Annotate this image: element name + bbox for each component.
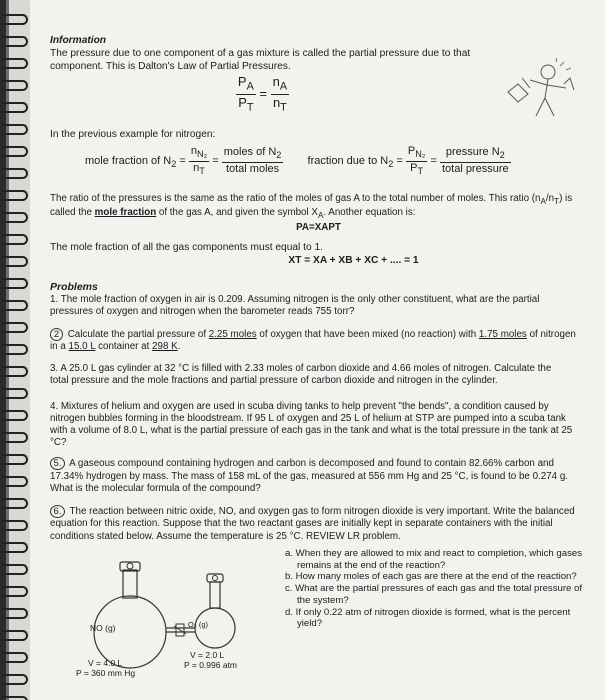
spiral-coil	[2, 58, 28, 69]
dalton-left-num: P	[237, 74, 247, 89]
p2-b3: .	[177, 340, 181, 352]
ratio-sub-a: A	[540, 196, 546, 206]
spiral-coil	[2, 344, 28, 355]
spiral-coil	[2, 146, 28, 157]
spiral-binding	[0, 0, 30, 700]
spiral-coil	[2, 14, 28, 25]
ratio-line2-sub: A	[317, 211, 324, 221]
p2-b2: container at	[95, 340, 153, 352]
frac4-num: pressure N	[445, 145, 500, 158]
frac1-den: n	[193, 161, 200, 174]
spiral-coil	[2, 234, 28, 245]
sum-equation: XT = XA + XB + XC + .... = 1	[288, 254, 419, 266]
spiral-coil	[2, 476, 28, 487]
problem-5-line-2: 17.34% hydrogen by mass. The mass of 158 mL of the gas, measured at 556 mm Hg and 25 °C, is found to be 0.274 g.	[50, 470, 569, 482]
left-flask-conditions	[76, 658, 135, 678]
p2-b1: in a	[50, 340, 69, 352]
spiral-coil	[2, 652, 28, 663]
frac3-num: P	[407, 145, 416, 157]
problem-4-line-1: 4. Mixtures of helium and oxygen are used in scuba diving tanks to help prevent "the bends", a condition caused by	[50, 400, 549, 412]
problem-6-line-3: conditions stated below. Assume the temperature is 25 °C. REVIEW LR problem.	[50, 530, 401, 542]
frac-n-ratio	[189, 145, 209, 177]
eq3: =	[396, 155, 403, 168]
spiral-coil	[2, 80, 28, 91]
subq-b: b. How many moles of each gas are there at the end of the reaction?	[285, 571, 577, 583]
mole-fraction-label-sub: 2	[171, 159, 177, 170]
mole-fraction-term: mole fraction	[94, 207, 157, 219]
frac-pressure-ratio	[440, 146, 511, 176]
spiral-coil	[2, 410, 28, 421]
spiral-coil	[2, 212, 28, 223]
left-flask-label: NO (g)	[90, 623, 116, 633]
spiral-coil	[2, 190, 28, 201]
subq-d-1: d. If only 0.22 atm of nitrogen dioxide is formed, what is the percent	[285, 606, 571, 618]
right-flask-conditions	[184, 650, 237, 670]
spiral-coil	[2, 278, 28, 289]
ratio-line2-pre: called the	[50, 207, 95, 219]
sum-section	[50, 242, 587, 268]
problem-6-line-1	[50, 505, 587, 518]
frac2-num-sub: 2	[276, 150, 282, 161]
frac1-num: n	[190, 145, 197, 157]
problem-4-line-4: °C?	[50, 437, 67, 449]
frac-p-ratio	[406, 145, 428, 177]
eq1: =	[179, 155, 186, 168]
right-flask-volume: V = 2.0 L	[190, 650, 225, 660]
scientist-sketch-icon	[500, 58, 580, 128]
pressure-fraction-label: fraction due to N	[307, 155, 389, 168]
p2-a1: Calculate the partial pressure of	[65, 328, 209, 340]
dalton-equation	[30, 74, 495, 115]
ratio-line2-post: of the gas A, and given the symbol X	[156, 207, 318, 219]
problem-5-line-1	[50, 457, 587, 470]
left-flask-volume: V = 4.0 L	[88, 658, 123, 668]
ratio-end: ) is	[559, 193, 573, 204]
ratio-line-1	[50, 193, 587, 207]
problem-6-circle: 6.	[50, 505, 65, 518]
spiral-coil	[2, 102, 28, 113]
problem-6-line-2: equation for this reaction. Suppose that the two reactant gases are initially kept in separate containers with the initial	[50, 518, 553, 530]
frac1-den-sub: T	[199, 165, 205, 176]
dalton-left-fraction	[236, 74, 256, 115]
subq-a-2: remains at the end of the reaction?	[297, 559, 446, 571]
p2-b-u1: 15.0 L	[68, 340, 96, 352]
problems-heading: Problems	[50, 281, 98, 293]
spiral-coil	[2, 674, 28, 685]
frac3-den-sub: T	[417, 165, 424, 176]
spiral-coil	[2, 36, 28, 47]
problem-4-line-2: nitrogen bubbles forming in the bloodstream. If 95 L of oxygen and 25 L of helium at STP are pumped into a scuba tank	[50, 412, 566, 424]
p5-a: A gaseous compound containing hydrogen and carbon is decomposed and found to contain 82.66% carbon and	[67, 458, 554, 470]
right-flask-pressure: P = 0.996 atm	[184, 660, 238, 671]
frac1-num-sub: N₂	[196, 149, 208, 160]
p2-a-u2: 1.75 moles	[478, 328, 527, 340]
subq-d-2: yield?	[297, 618, 323, 630]
nitrogen-example-row	[85, 145, 511, 177]
spiral-coil	[2, 630, 28, 641]
problem-6-subquestions	[285, 548, 605, 630]
frac3-num-sub: N₂	[415, 149, 426, 160]
ratio-line-1-text: The ratio of the pressures is the same as the ratio of the moles of gas A to the total number of moles. This ratio (n	[50, 193, 541, 204]
frac2-den: total moles	[225, 162, 280, 175]
dalton-right-den: n	[272, 95, 281, 111]
problem-2-line-1	[50, 328, 587, 341]
worksheet-page	[30, 0, 605, 700]
frac4-num-sub: 2	[499, 150, 505, 161]
spiral-coil	[2, 388, 28, 399]
p2-a3: of nitrogen	[526, 328, 576, 340]
spiral-coil	[2, 168, 28, 179]
sum-line: The mole fraction of all the gas components must equal to 1.	[50, 242, 323, 253]
spiral-coil	[2, 300, 28, 311]
info-heading: Information	[50, 35, 107, 46]
problems-section	[50, 281, 587, 543]
problem-2-circle: 2	[50, 328, 63, 341]
example-intro: In the previous example for nitrogen:	[50, 129, 216, 140]
spiral-coil	[2, 564, 28, 575]
frac-moles-ratio	[222, 146, 284, 176]
spiral-coil	[2, 586, 28, 597]
spiral-coil	[2, 520, 28, 531]
spiral-coil	[2, 696, 28, 700]
left-flask-pressure: P = 360 mm Hg	[76, 668, 136, 679]
mole-fraction-label: mole fraction of N	[85, 155, 172, 168]
p2-b-u2: 298 K	[152, 340, 178, 352]
dalton-equals: =	[259, 86, 268, 102]
dalton-right-fraction	[271, 74, 289, 115]
dalton-right-num-sub: A	[279, 80, 288, 93]
spiral-coil	[2, 322, 28, 333]
spiral-coil	[2, 608, 28, 619]
eq2: =	[212, 155, 219, 168]
ratio-line2-end: . Another equation is:	[323, 207, 416, 219]
frac2-num: moles of N	[223, 145, 277, 158]
info-line-1: The pressure due to one component of a gas mixture is called the partial pressure due to that	[50, 47, 471, 59]
spiral-coil	[2, 542, 28, 553]
p2-a2: of oxygen that have been mixed (no reaction) with	[256, 328, 479, 340]
ratio-section	[50, 193, 587, 235]
p2-a-u1: 2.25 moles	[208, 328, 257, 340]
info-line-2: component. This is Dalton's Law of Partial Pressures.	[50, 60, 291, 72]
ratio-sub-t: T	[554, 196, 560, 206]
dalton-right-den-sub: T	[280, 101, 287, 114]
pressure-fraction-label-sub: 2	[388, 159, 394, 170]
spiral-coil	[2, 454, 28, 465]
problem-2-line-2	[50, 341, 587, 353]
problem-5-circle: 5.	[50, 457, 65, 470]
subq-c-2: the system?	[297, 594, 349, 606]
dalton-left-num-sub: A	[246, 80, 254, 93]
dalton-left-den: P	[238, 95, 247, 111]
subq-a-1: a. When they are allowed to mix and react to completion, which gases	[285, 548, 583, 559]
problem-3-line-2: total pressure and the mole fractions and partial pressure of carbon dioxide and nitrogen in the cylinder.	[50, 375, 498, 387]
frac3-den: P	[410, 161, 418, 174]
problem-1-line-1: 1. The mole fraction of oxygen in air is 0.209. Assuming nitrogen is the only other constituent, what are the partial	[50, 294, 540, 306]
spiral-coil	[2, 366, 28, 377]
problem-1-line-2: pressures of oxygen and nitrogen when the barometer reads 755 torr?	[50, 306, 355, 318]
right-flask-label: O₂ (g)	[188, 620, 208, 629]
problem-5-line-3: What is the molecular formula of the compound?	[50, 482, 261, 494]
dalton-left-den-sub: T	[246, 101, 254, 114]
p6-a: The reaction between nitric oxide, NO, and oxygen gas to form nitrogen dioxide is very important. Write the balanced	[67, 506, 575, 518]
spiral-coil	[2, 432, 28, 443]
spiral-coil	[2, 124, 28, 135]
partial-pressure-equation: PA=XAPT	[296, 222, 341, 234]
ratio-mid: /n	[545, 193, 555, 204]
eq4: =	[430, 155, 437, 168]
spiral-coil	[2, 256, 28, 267]
spiral-coil	[2, 498, 28, 509]
problem-3-line-1: 3. A 25.0 L gas cylinder at 32 °C is filled with 2.33 moles of carbon dioxide and 4.66 moles of nitrogen. Calculate the	[50, 363, 552, 375]
ratio-line-2	[50, 207, 587, 221]
subq-c-1: c. What are the partial pressures of each gas and the total pressure of	[285, 583, 583, 595]
dalton-right-num: n	[272, 74, 280, 89]
problem-4-line-3: with a volume of 8.0 L, what is the partial pressure of each gas in the tank and what is the total pressure in the tank at 25	[50, 425, 573, 436]
frac4-den: total pressure	[441, 162, 509, 175]
